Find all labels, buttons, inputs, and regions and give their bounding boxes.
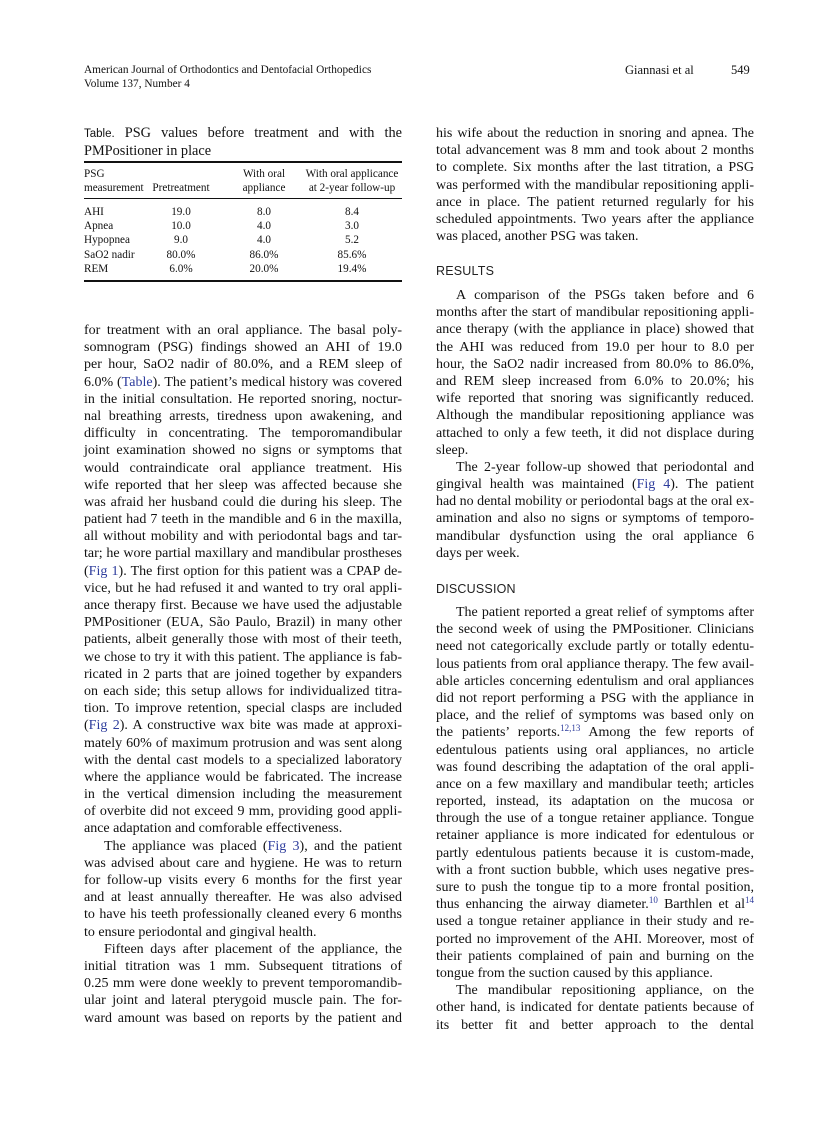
text-line [84, 339, 402, 356]
text-line [436, 442, 754, 459]
running-header-volume: Volume 137, Number 4 [84, 78, 190, 90]
text-segment: sure to push the tongue tip to a more frontal position, [436, 880, 754, 895]
text-line [84, 872, 402, 889]
text-segment: was performed with the mandibular repositioning appli- [436, 177, 754, 193]
text-line [436, 425, 754, 442]
text-line [436, 999, 754, 1016]
text-segment: and REM sleep increased from 6.0% to 20.0%; his [436, 373, 754, 389]
table-header-with-oral-appliance: With oral appliance [242, 168, 286, 194]
text-segment: sleep. [436, 442, 469, 458]
text-line [84, 803, 402, 820]
paragraph [84, 838, 402, 941]
text-line [436, 982, 754, 999]
text-segment: had no dental mobility or periodontal bags at the oral ex- [436, 494, 754, 510]
table-bottom-rule [84, 280, 402, 282]
text-segment: was afraid her husband could die during his sleep. The [84, 494, 402, 510]
text-segment: months after the start of mandibular repositioning appli- [436, 305, 754, 321]
text-line [436, 724, 754, 741]
text-segment: the second week of using the PMPositioner. Clinicians [436, 622, 754, 638]
text-segment: days per week. [436, 545, 520, 561]
figure-reference-link[interactable]: Table [121, 374, 153, 390]
text-line [436, 896, 754, 913]
text-line [436, 793, 754, 810]
text-segment: ward amount was based on reports by the patient and [84, 1010, 402, 1026]
text-line [84, 786, 402, 803]
table-label: Table. [84, 128, 115, 140]
text-segment: thus enhancing the airway diameter. [436, 897, 649, 913]
text-line [84, 408, 402, 425]
text-line [84, 889, 402, 906]
table-cell: 4.0 [257, 220, 271, 233]
table-cell: 9.0 [174, 234, 188, 247]
text-segment: ance therapy first. Because we have used the adjustable [84, 598, 402, 613]
table-cell: 6.0% [169, 262, 193, 275]
text-segment: gingival health was maintained ( [436, 477, 637, 493]
text-segment: on each side; this setup allows for individualized titra- [84, 683, 402, 699]
table-cell: 8.0 [257, 206, 271, 218]
table-cell: 85.6% [337, 248, 367, 261]
text-segment: mately 60% of maximum protrusion and was sent along [84, 735, 402, 751]
text-line [436, 759, 754, 776]
text-segment: was advised about care and hygiene. He was to return [84, 855, 402, 871]
text-segment: ular joint and lateral pterygoid muscle pain. The for- [84, 993, 402, 1009]
text-segment: did not report performing a PSG with the appliance in [436, 690, 754, 706]
table-header-pretreatment: Pretreatment [152, 181, 210, 194]
text-line [84, 838, 402, 855]
text-segment: nal breathing arrests, tiredness upon awakening, and [84, 408, 402, 424]
text-segment: ance therapy (with the appliance in place) showed that [436, 322, 754, 338]
text-line [84, 563, 402, 580]
text-segment: A comparison of the PSGs taken before and 6 [456, 288, 754, 303]
table-row-label: SaO2 nadir [84, 248, 135, 261]
text-line [436, 459, 754, 476]
table-cell: 19.0 [171, 206, 191, 218]
citation-superscript[interactable]: 14 [745, 895, 755, 906]
table-caption [84, 125, 402, 160]
text-line [436, 776, 754, 793]
text-segment: to ensure periodontal and gingival health. [84, 924, 317, 940]
text-segment: total advancement was 8 mm and took about 2 months [436, 143, 754, 159]
figure-reference-link[interactable]: Fig 1 [88, 563, 119, 579]
paragraph [436, 604, 754, 982]
text-line [436, 742, 754, 759]
text-segment: Although the mandibular repositioning appliance was [436, 408, 754, 424]
text-segment: Fifteen days after placement of the appliance, the [104, 941, 402, 957]
text-segment: in the initial consultation. He reported snoring, noctur- [84, 391, 402, 407]
table-cell: 5.2 [345, 234, 359, 247]
text-segment: somnogram (PSG) findings showed an AHI of 19.0 [84, 340, 402, 356]
text-line [436, 321, 754, 338]
text-segment: where the appliance would be fabricated. The increase [84, 769, 402, 785]
text-segment: place, and the relief of symptoms was based only on [436, 708, 754, 724]
left-column-text [84, 322, 402, 1027]
text-line [436, 304, 754, 321]
text-segment: per hour, SaO2 nadir of 80.0%, and a REM sleep of [84, 357, 402, 373]
text-segment: of overbite did not exceed 9 mm, providing good appli- [84, 804, 402, 820]
table-cell: 3.0 [345, 220, 359, 233]
text-line [84, 528, 402, 545]
text-segment: ance on a few maxillary and mandibular teeth; articles [436, 776, 754, 792]
text-segment: The 2-year follow-up showed that periodontal and [456, 459, 754, 475]
section-heading-results: RESULTS [436, 264, 495, 278]
text-line [436, 287, 754, 304]
paragraph [84, 322, 402, 838]
running-header-journal: American Journal of Orthodontics and Dentofacial Orthopedics [84, 64, 372, 76]
text-segment: to have his teeth professionally cleaned every 6 months [84, 907, 402, 923]
table-row-label: REM [84, 262, 109, 275]
paragraph [436, 125, 754, 245]
text-segment: ). The first option for this patient was a CPAP de- [118, 563, 402, 579]
text-line [84, 666, 402, 683]
paragraph [84, 941, 402, 1027]
table-cell: 10.0 [171, 220, 191, 233]
text-segment: able articles concerning edentulism and oral appliances [436, 673, 754, 689]
table-caption-text: PSG values before treatment and with the PMPositioner in place [84, 125, 402, 159]
text-line [84, 597, 402, 614]
text-line [84, 924, 402, 941]
text-segment: ance adaptation and comforable effectiveness. [84, 821, 343, 837]
text-segment: ported no improvement of the AHI. Moreover, most of [436, 931, 754, 947]
text-segment: ance in place. The patient returned regularly for his [436, 194, 754, 210]
text-segment: difficulty in concentrating. The temporomandibular [84, 426, 402, 442]
text-segment: 6.0% ( [84, 374, 122, 390]
text-line [84, 580, 402, 597]
table-top-rule [84, 161, 402, 163]
text-line [436, 177, 754, 194]
text-segment: would contraindicate oral appliance treatment. His [84, 460, 402, 476]
citation-superscript[interactable]: 12,13 [560, 723, 581, 734]
text-segment: mandibular dysfunction using the oral appliance 6 [436, 528, 754, 544]
text-line [436, 510, 754, 527]
text-line [436, 621, 754, 638]
figure-reference-link[interactable]: Fig 3 [267, 838, 300, 854]
text-segment: attached to only a few teeth, it did not displace during [436, 425, 754, 441]
text-line [84, 958, 402, 975]
text-segment: ( [84, 718, 89, 734]
text-segment: ricated in 2 parts that are joined together by expanders [84, 666, 402, 682]
text-segment: initial titration was 1 mm. Subsequent titrations of [84, 958, 402, 974]
table-cell: 20.0% [249, 262, 279, 275]
text-line [84, 322, 402, 339]
text-line [84, 511, 402, 528]
text-segment: the patients’ reports. [436, 725, 561, 741]
text-line [84, 975, 402, 992]
text-line [84, 631, 402, 648]
text-segment: The mandibular repositioning appliance, on the [456, 983, 754, 999]
text-segment: joint examination showed no signs or symptoms that [84, 443, 402, 459]
text-line [84, 494, 402, 511]
text-segment: was found describing the adaptation of the oral appli- [436, 759, 754, 775]
text-segment: 0.25 mm were done weekly to prevent temporomandib- [84, 976, 402, 992]
text-line [436, 390, 754, 407]
text-segment: need not categorically exclude partly or totally edentu- [436, 639, 754, 655]
text-line [436, 913, 754, 930]
text-segment: scheduled appointments. Two years after the appliance [436, 211, 754, 227]
paragraph [436, 459, 754, 562]
text-line [84, 391, 402, 408]
text-line [436, 211, 754, 228]
text-segment: for follow-up visits every 6 months for the first year [84, 873, 402, 888]
text-line [436, 604, 754, 621]
text-segment: patient had 7 teeth in the mandible and 6 in the maxilla, [84, 512, 402, 528]
text-line [436, 638, 754, 655]
text-line [84, 717, 402, 734]
paragraph [436, 982, 754, 1034]
table-cell: 86.0% [249, 248, 279, 261]
text-segment: wife reported that snoring was significantly reduced. [436, 391, 754, 407]
text-line [436, 407, 754, 424]
text-line [84, 941, 402, 958]
text-line [84, 460, 402, 477]
text-segment: the AHI was reduced from 19.0 per hour to 8.0 per [436, 339, 754, 355]
text-line [436, 528, 754, 545]
text-segment: in the vertical dimension including the measurement [84, 787, 402, 803]
table-cell: 4.0 [257, 234, 271, 247]
table-header-2-year: With oral applicance at 2-year follow-up [305, 168, 399, 194]
text-segment: The patient reported a great relief of symptoms after [456, 605, 754, 620]
text-segment: retainer appliance is more indicated for edentulous or [436, 828, 754, 844]
text-line [84, 614, 402, 631]
text-line [84, 1010, 402, 1027]
text-line [436, 965, 754, 982]
table-header-psg: PSG measurement [84, 168, 144, 194]
text-line [436, 879, 754, 896]
text-line [436, 142, 754, 159]
text-segment: lous patients from oral appliance therapy. The few avail- [436, 656, 754, 672]
table-cell: 19.4% [337, 262, 367, 275]
text-line [436, 493, 754, 510]
text-line [436, 373, 754, 390]
text-segment: edentulous patients using oral appliances, no article [436, 742, 754, 758]
text-segment: ). A constructive wax bite was made at approxi- [119, 718, 402, 734]
section-heading-discussion: DISCUSSION [436, 582, 516, 596]
text-segment: patients, albeit generally those with most of their teeth, [84, 632, 402, 648]
text-line [436, 810, 754, 827]
text-segment: their patients complained of pain and burning on the [436, 948, 754, 964]
text-line [84, 752, 402, 769]
table-row-label: Hypopnea [84, 234, 130, 247]
text-line [84, 356, 402, 373]
text-line [436, 673, 754, 690]
text-segment: tion. To improve retention, special clasps are included [84, 701, 402, 717]
text-segment: to complete. Six months after the last titration, a PSG [436, 160, 754, 176]
text-segment: was placed, another PSG was taken. [436, 229, 639, 245]
text-segment: ). The patient’s medical history was covered [152, 374, 402, 390]
text-segment: other hand, is indicated for dentate patients because of [436, 1000, 754, 1016]
text-segment: ). The patient [670, 477, 754, 493]
text-segment: partly edentulous patients because it is custom-made, [436, 845, 754, 861]
text-segment: ( [84, 563, 89, 579]
right-column-intro [436, 125, 754, 245]
text-line [436, 125, 754, 142]
text-segment: tongue from the suction caused by this appliance. [436, 965, 713, 981]
text-segment: Among the few reports of [580, 725, 755, 741]
text-segment: his wife about the reduction in snoring and apnea. The [436, 126, 754, 141]
text-segment: reported, instead, its adaptation on the mucosa or [436, 794, 754, 810]
text-line [84, 992, 402, 1009]
text-line [436, 339, 754, 356]
text-segment: wife reported that her sleep was affected because she [84, 477, 402, 493]
text-line [436, 948, 754, 965]
text-segment: its better fit and better approach to the dental [436, 1017, 754, 1033]
text-line [436, 1017, 754, 1034]
text-line [436, 545, 754, 562]
text-line [436, 159, 754, 176]
text-segment: for treatment with an oral appliance. The basal poly- [84, 323, 402, 338]
text-line [84, 649, 402, 666]
page-number: 549 [731, 63, 750, 77]
text-segment: and at least annually thereafter. He was also advised [84, 890, 402, 906]
text-segment: PMPositioner (EUA, São Paulo, Brazil) in many other [84, 615, 402, 631]
text-line [436, 476, 754, 493]
text-line [436, 827, 754, 844]
results-text [436, 287, 754, 562]
table-row-label: Apnea [84, 220, 114, 233]
text-line [436, 656, 754, 673]
text-line [436, 931, 754, 948]
table-cell: 8.4 [345, 206, 359, 218]
text-line [84, 855, 402, 872]
table-row-label: AHI [84, 206, 104, 218]
text-line [436, 707, 754, 724]
text-line [84, 683, 402, 700]
text-segment: with a front suction bubble, which uses negative pres- [436, 862, 754, 878]
text-segment: The appliance was placed ( [104, 838, 268, 854]
text-line [436, 228, 754, 245]
text-line [436, 356, 754, 373]
text-segment: we chose to try it with this patient. The appliance is fab- [84, 649, 402, 665]
text-segment: Barthlen et al [657, 897, 746, 913]
text-segment: all without mobility and with periodontal bags and tar- [84, 529, 402, 545]
text-line [84, 425, 402, 442]
figure-reference-link[interactable]: Fig 2 [88, 718, 120, 734]
discussion-text [436, 604, 754, 1034]
text-line [84, 442, 402, 459]
citation-superscript[interactable]: 10 [648, 895, 658, 906]
text-line [84, 735, 402, 752]
table-header-rule [84, 198, 402, 199]
text-line [84, 906, 402, 923]
text-line [436, 862, 754, 879]
text-line [436, 845, 754, 862]
text-line [84, 820, 402, 837]
text-segment: vice, but he had refused it and wanted to try oral appli- [84, 580, 402, 596]
text-line [436, 690, 754, 707]
text-segment: used a tongue retainer appliance in their study and re- [436, 914, 754, 930]
text-segment: amination and also no signs or symptoms of temporo- [436, 511, 754, 527]
text-line [84, 545, 402, 562]
text-line [436, 194, 754, 211]
table-cell: 80.0% [166, 248, 196, 261]
text-line [84, 769, 402, 786]
paragraph [436, 287, 754, 459]
text-segment: hour, the SaO2 nadir increased from 80.0% to 86.0%, [436, 356, 754, 372]
text-line [84, 374, 402, 391]
text-segment: ), and the patient [299, 838, 402, 854]
text-segment: with the dental cast models to a specialized laboratory [84, 752, 402, 768]
text-line [84, 700, 402, 717]
figure-reference-link[interactable]: Fig 4 [636, 477, 671, 493]
text-segment: tar; he wore partial maxillary and mandibular prostheses [84, 546, 402, 562]
text-line [84, 477, 402, 494]
running-header-authors: Giannasi et al [625, 63, 694, 77]
text-segment: through the use of a tongue retainer appliance. Tongue [436, 811, 754, 827]
